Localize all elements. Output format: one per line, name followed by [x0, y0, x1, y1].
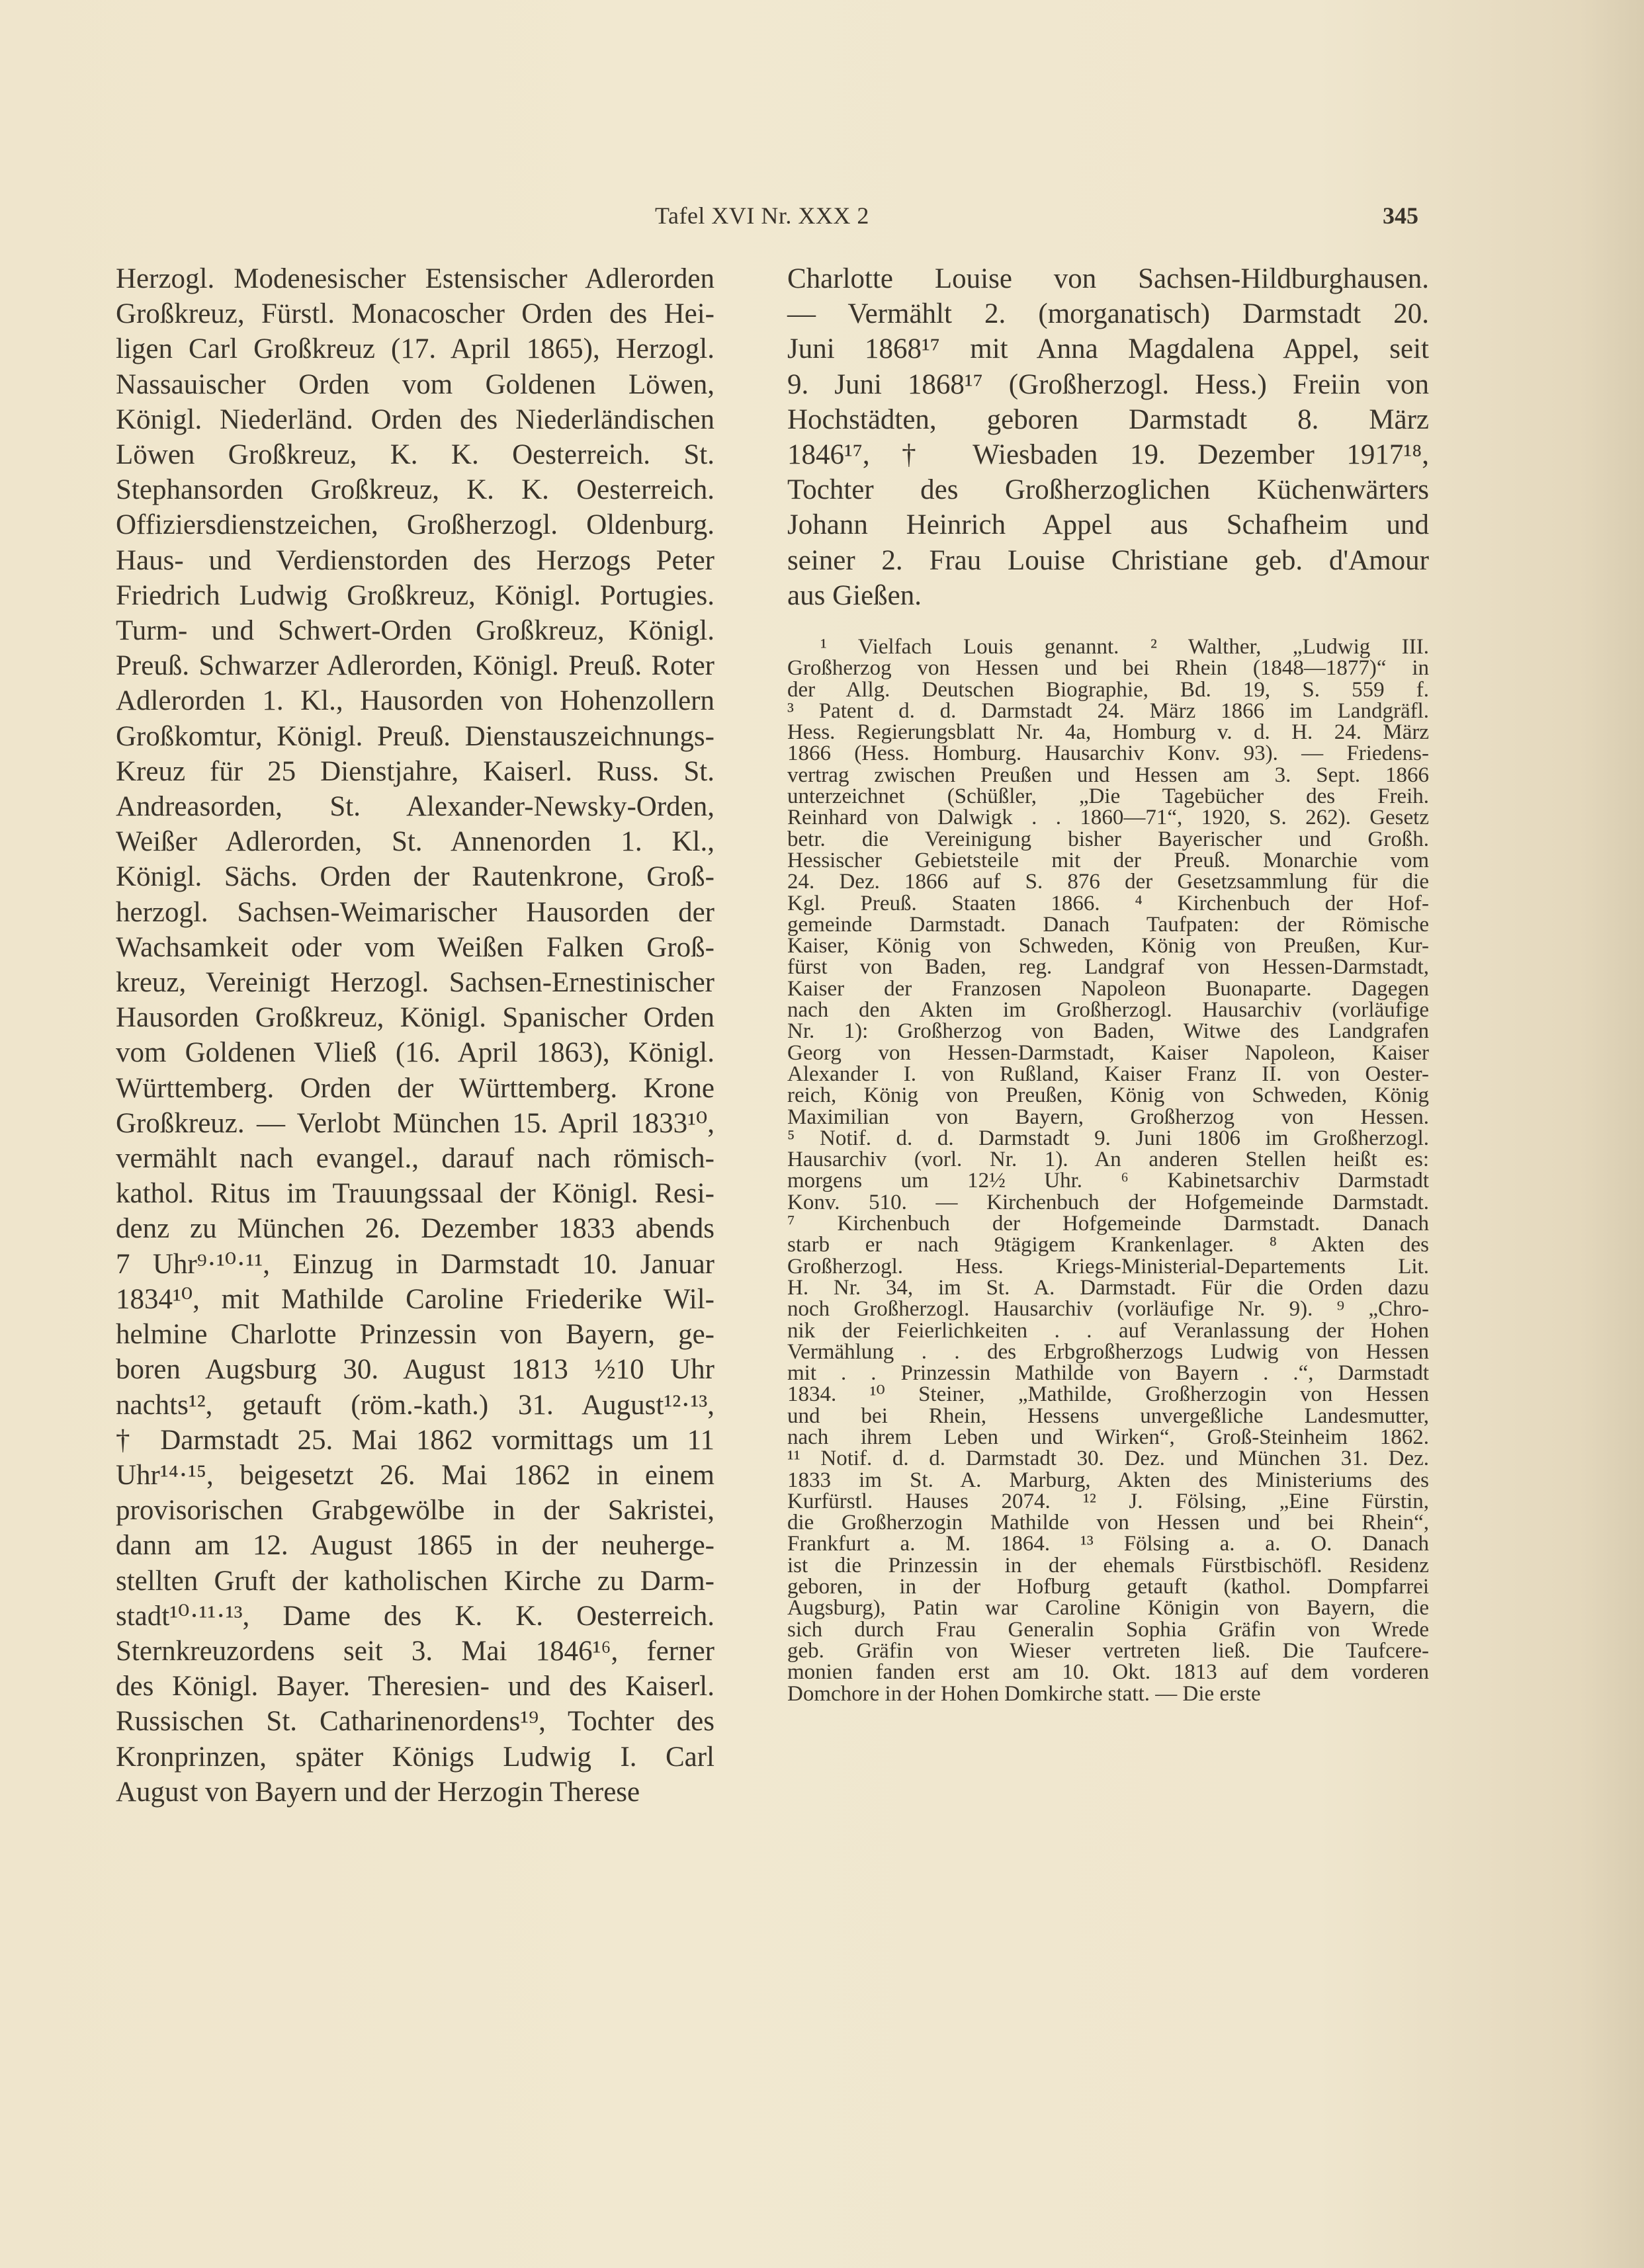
text-line: Hausorden Großkreuz, Königl. Spanischer Orden [116, 1002, 714, 1034]
text-line: nachts¹², getauft (röm.-kath.) 31. August¹²·¹³, [116, 1389, 714, 1421]
footnote-line: ist die Prinzessin in der ehemals Fürstbischöfl. Residenz [787, 1553, 1429, 1577]
text-line: Russischen St. Catharinenordens¹⁹, Tochter des [116, 1706, 714, 1738]
footnote-line: Großherzog von Hessen und bei Rhein (1848—1877)“ in [787, 656, 1429, 681]
footnote-line: Georg von Hessen-Darmstadt, Kaiser Napoleon, Kaiser [787, 1040, 1429, 1065]
text-line: Friedrich Ludwig Großkreuz, Königl. Portugies. [116, 579, 714, 611]
footnote-line: ³ Patent d. d. Darmstadt 24. März 1866 im Landgräfl. [787, 698, 1429, 723]
footnote-line: H. Nr. 34, im St. A. Darmstadt. Für die Orden dazu [787, 1275, 1429, 1300]
text-line: aus Gießen. [787, 579, 922, 611]
footnote-line: fürst von Baden, reg. Landgraf von Hessen-Darmstadt, [787, 955, 1429, 980]
text-line: stadt¹⁰·¹¹·¹³, Dame des K. K. Oesterreich. [116, 1600, 714, 1632]
footnote-line: monien fanden erst am 10. Okt. 1813 auf dem vorderen [787, 1660, 1429, 1685]
footnote-line: Reinhard von Dalwigk . . 1860—71“, 1920, S. 262). Gesetz [787, 806, 1429, 830]
footnote-line: Konv. 510. — Kirchenbuch der Hofgemeinde Darmstadt. [787, 1190, 1429, 1214]
footnote-line: 1866 (Hess. Homburg. Hausarchiv Konv. 93). — Friedens- [787, 741, 1429, 766]
footnote-line: morgens um 12½ Uhr. ⁶ Kabinetsarchiv Darmstadt [787, 1169, 1429, 1193]
footnote-line: 1834. ¹⁰ Steiner, „Mathilde, Großherzogin von Hessen [787, 1382, 1429, 1407]
text-line: denz zu München 26. Dezember 1833 abends [116, 1213, 714, 1245]
footnote-line: betr. die Vereinigung bisher Bayerischer und Großh. [787, 827, 1429, 851]
text-line: Württemberg. Orden der Württemberg. Krone [116, 1072, 714, 1104]
text-line: Juni 1868¹⁷ mit Anna Magdalena Appel, seit [787, 333, 1429, 365]
text-line: † Darmstadt 25. Mai 1862 vormittags um 11 [116, 1424, 714, 1456]
text-line: 9. Juni 1868¹⁷ (Großherzogl. Hess.) Freiin von [787, 368, 1429, 400]
footnote-line: ¹ Vielfach Louis genannt. ² Walther, „Ludwig III. [820, 635, 1429, 659]
text-line: Königl. Niederländ. Orden des Niederländischen [116, 403, 714, 435]
text-line: Löwen Großkreuz, K. K. Oesterreich. St. [116, 439, 714, 471]
text-line: August von Bayern und der Herzogin Therese [116, 1776, 640, 1808]
text-line: Großkreuz. — Verlobt München 15. April 1833¹⁰, [116, 1107, 714, 1139]
footnote-line: 24. Dez. 1866 auf S. 876 der Gesetzsammlung für die [787, 870, 1429, 894]
text-line: 1846¹⁷, † Wiesbaden 19. Dezember 1917¹⁸, [787, 439, 1429, 471]
footnote-line: Alexander I. von Rußland, Kaiser Franz II. von Oester- [787, 1062, 1429, 1086]
footnote-line: Augsburg), Patin war Caroline Königin von Bayern, die [787, 1596, 1429, 1620]
footnote-line: 1833 im St. A. Marburg, Akten des Ministeriums des [787, 1468, 1429, 1492]
footnote-line: reich, König von Preußen, König von Schweden, König [787, 1083, 1429, 1108]
footnotes [787, 636, 1429, 1704]
text-line: Charlotte Louise von Sachsen-Hildburghausen. [787, 263, 1429, 294]
text-line: Großkreuz, Fürstl. Monacoscher Orden des Hei- [116, 298, 714, 330]
text-line: Sternkreuzordens seit 3. Mai 1846¹⁶, ferner [116, 1635, 714, 1667]
text-line: 1834¹⁰, mit Mathilde Caroline Friederike Wil- [116, 1283, 714, 1315]
footnote-line: starb er nach 9tägigem Krankenlager. ⁸ Akten des [787, 1233, 1429, 1257]
text-line: kreuz, Vereinigt Herzogl. Sachsen-Ernestinischer [116, 967, 714, 999]
text-line: herzogl. Sachsen-Weimarischer Hausorden der [116, 896, 714, 928]
footnote-line: geb. Gräfin von Wieser vertreten ließ. Die Taufcere- [787, 1638, 1429, 1663]
text-line: Hochstädten, geboren Darmstadt 8. März [787, 403, 1429, 435]
text-line: des Königl. Bayer. Theresien- und des Kaiserl. [116, 1671, 714, 1702]
text-line: Königl. Sächs. Orden der Rautenkrone, Groß- [116, 861, 714, 893]
footnote-line: mit . . Prinzessin Mathilde von Bayern . .“, Darmstadt [787, 1361, 1429, 1386]
footnote-line: Kgl. Preuß. Staaten 1866. ⁴ Kirchenbuch der Hof- [787, 891, 1429, 915]
text-line: Kreuz für 25 Dienstjahre, Kaiserl. Russ. St. [116, 755, 714, 787]
footnote-line: Nr. 1): Großherzog von Baden, Witwe des Landgrafen [787, 1019, 1429, 1044]
footnote-line: nach ihrem Leben und Wirken“, Groß-Steinheim 1862. [787, 1425, 1429, 1449]
footnote-line: unterzeichnet (Schüßler, „Die Tagebücher des Freih. [787, 784, 1429, 809]
text-line: Offiziersdienstzeichen, Großherzogl. Oldenburg. [116, 509, 714, 541]
right-column-body [787, 261, 1429, 613]
text-line: Kronprinzen, später Königs Ludwig I. Carl [116, 1741, 714, 1773]
text-line: — Vermählt 2. (morganatisch) Darmstadt 20. [787, 298, 1429, 330]
footnote-line: Kaiser der Franzosen Napoleon Buonaparte. Dagegen [787, 976, 1429, 1001]
text-line: Andreasorden, St. Alexander-Newsky-Orden, [116, 791, 714, 823]
footnote-line: Domchore in der Hohen Domkirche statt. — Die erste [787, 1681, 1261, 1706]
footnote-line: ¹¹ Notif. d. d. Darmstadt 30. Dez. und München 31. Dez. [787, 1447, 1429, 1471]
text-line: Tochter des Großherzoglichen Küchenwärters [787, 474, 1429, 506]
text-line: seiner 2. Frau Louise Christiane geb. d'Amour [787, 544, 1429, 576]
footnote-line: Großherzogl. Hess. Kriegs-Ministerial-Departements Lit. [787, 1254, 1429, 1279]
text-line: Weißer Adlerorden, St. Annenorden 1. Kl., [116, 826, 714, 858]
footnote-line: ⁵ Notif. d. d. Darmstadt 9. Juni 1806 im Großherzogl. [787, 1126, 1429, 1150]
text-line: Wachsamkeit oder vom Weißen Falken Groß- [116, 931, 714, 963]
footnote-line: die Großherzogin Mathilde von Hessen und bei Rhein“, [787, 1511, 1429, 1535]
footnote-line: noch Großherzogl. Hausarchiv (vorläufige Nr. 9). ⁹ „Chro- [787, 1297, 1429, 1322]
text-line: Nassauischer Orden vom Goldenen Löwen, [116, 368, 714, 400]
footnote-line: geboren, in der Hofburg getauft (kathol. Dompfarrei [787, 1575, 1429, 1599]
text-line: Herzogl. Modenesischer Estensischer Adlerorden [116, 263, 714, 294]
footnote-line: Maximilian von Bayern, Großherzog von Hessen. [787, 1105, 1429, 1129]
footnote-line: ⁷ Kirchenbuch der Hofgemeinde Darmstadt. Danach [787, 1212, 1429, 1236]
left-column-body [116, 261, 714, 1810]
running-header [0, 202, 1644, 235]
text-line: stellten Gruft der katholischen Kirche zu Darm- [116, 1565, 714, 1597]
text-line: Turm- und Schwert-Orden Großkreuz, Königl. [116, 615, 714, 647]
text-line: vom Goldenen Vließ (16. April 1863), Königl. [116, 1037, 714, 1069]
footnote-line: der Allg. Deutschen Biographie, Bd. 19, S. 559 f. [787, 677, 1429, 702]
footnote-line: vertrag zwischen Preußen und Hessen am 3. Sept. 1866 [787, 763, 1429, 787]
text-line: kathol. Ritus im Trauungssaal der Königl. Resi- [116, 1178, 714, 1210]
footnote-line: Hausarchiv (vorl. Nr. 1). An anderen Stellen heißt es: [787, 1148, 1429, 1172]
footnote-line: Kurfürstl. Hauses 2074. ¹² J. Fölsing, „Eine Fürstin, [787, 1489, 1429, 1513]
text-line: Stephansorden Großkreuz, K. K. Oesterreich. [116, 474, 714, 506]
footnote-line: sich durch Frau Generalin Sophia Gräfin von Wrede [787, 1617, 1429, 1642]
footnote-line: Frankfurt a. M. 1864. ¹³ Fölsing a. a. O. Danach [787, 1532, 1429, 1556]
footnote-line: Vermählung . . des Erbgroßherzogs Ludwig von Hessen [787, 1339, 1429, 1364]
text-line: Haus- und Verdienstorden des Herzogs Peter [116, 544, 714, 576]
footnote-line: nach den Akten im Großherzogl. Hausarchiv (vorläufige [787, 998, 1429, 1023]
footnote-line: und bei Rhein, Hessens unvergeßliche Landesmutter, [787, 1404, 1429, 1428]
text-line: dann am 12. August 1865 in der neuherge- [116, 1530, 714, 1562]
page-number: 345 [1383, 202, 1418, 229]
text-line: Großkomtur, Königl. Preuß. Dienstauszeichnungs- [116, 720, 714, 752]
text-line: Adlerorden 1. Kl., Hausorden von Hohenzollern [116, 685, 714, 717]
running-title: Tafel XVI Nr. XXX 2 [655, 202, 869, 229]
text-line: helmine Charlotte Prinzessin von Bayern, ge- [116, 1319, 714, 1351]
footnote-line: gemeinde Darmstadt. Danach Taufpaten: der Römische [787, 912, 1429, 937]
text-line: Uhr¹⁴·¹⁵, beigesetzt 26. Mai 1862 in einem [116, 1459, 714, 1491]
text-line: 7 Uhr⁹·¹⁰·¹¹, Einzug in Darmstadt 10. Januar [116, 1248, 714, 1280]
footnote-line: Hessischer Gebietsteile mit der Preuß. Monarchie vom [787, 848, 1429, 872]
text-line: vermählt nach evangel., darauf nach römisch- [116, 1143, 714, 1175]
text-line: boren Augsburg 30. August 1813 ½10 Uhr [116, 1354, 714, 1386]
text-line: provisorischen Grabgewölbe in der Sakristei, [116, 1495, 714, 1527]
text-line: Preuß. Schwarzer Adlerorden, Königl. Preuß. Roter [116, 650, 714, 682]
text-line: ligen Carl Großkreuz (17. April 1865), Herzogl. [116, 333, 714, 365]
footnote-line: Kaiser, König von Schweden, König von Preußen, Kur- [787, 934, 1429, 958]
footnote-line: Hess. Regierungsblatt Nr. 4a, Homburg v. d. H. 24. März [787, 720, 1429, 745]
footnote-line: nik der Feierlichkeiten . . auf Veranlassung der Hohen [787, 1318, 1429, 1343]
text-line: Johann Heinrich Appel aus Schafheim und [787, 509, 1429, 541]
